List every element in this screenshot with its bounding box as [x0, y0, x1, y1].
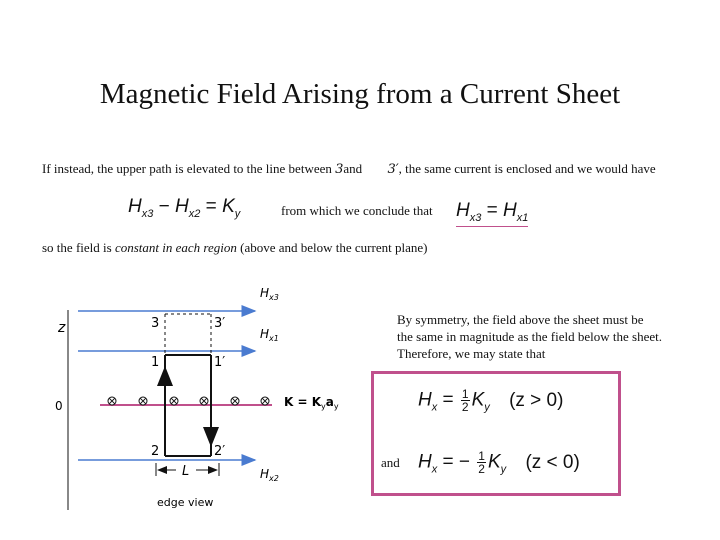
- symmetry-line-1: By symmetry, the field above the sheet must be: [397, 312, 644, 327]
- path-point-2: 2: [151, 444, 160, 459]
- intro-before: If instead, the upper path is elevated to the line between: [42, 161, 336, 176]
- current-symbols: [108, 397, 269, 405]
- page-title: Magnetic Field Arising from a Current Sheet: [99, 78, 621, 110]
- hx3-label: $H_{x3}$: [260, 286, 279, 302]
- point-3-label: 3: [335, 162, 344, 177]
- equation-2: $H_{x3} = H_{x1}$: [456, 200, 528, 227]
- path-point-3: 3: [151, 316, 160, 331]
- intro-mid: and: [343, 161, 366, 176]
- sheet-current-label: $K = K_ya_y$: [284, 395, 339, 411]
- symmetry-line-3: Therefore, we may state that: [397, 346, 546, 361]
- path-point-2p: 2′: [214, 444, 226, 459]
- symmetry-line-2: the same in magnitude as the field below the sheet.: [397, 329, 662, 344]
- hx2-label: $H_{x2}$: [260, 467, 279, 483]
- equation-1: $H_{x3} - H_{x2} = K_y$: [128, 196, 241, 220]
- zero-label: 0: [55, 399, 63, 413]
- point-3p-label: 3′: [387, 162, 399, 177]
- conclude-text: from which we conclude that: [281, 203, 433, 218]
- edge-view-label: edge view: [157, 496, 214, 509]
- equation-4: $H_x$ = − $\frac{1}{2}$ $K_y$ (z < 0): [418, 449, 580, 476]
- and-label: and: [381, 455, 400, 470]
- path-point-1p: 1′: [214, 355, 226, 370]
- length-label: L: [182, 464, 190, 479]
- equation-3: $H_x$ = $\frac{1}{2}$ $K_y$ (z > 0): [418, 387, 564, 414]
- path-point-1: 1: [151, 355, 160, 370]
- intro-after: , the same current is enclosed and we would have: [398, 161, 656, 176]
- integration-path: [165, 314, 211, 456]
- hx1-label: $H_{x1}$: [260, 327, 279, 343]
- z-axis-label: z: [58, 320, 66, 336]
- path-point-3p: 3′: [214, 316, 226, 331]
- constant-text: so the field is constant in each region (above and below the current plane): [42, 240, 428, 255]
